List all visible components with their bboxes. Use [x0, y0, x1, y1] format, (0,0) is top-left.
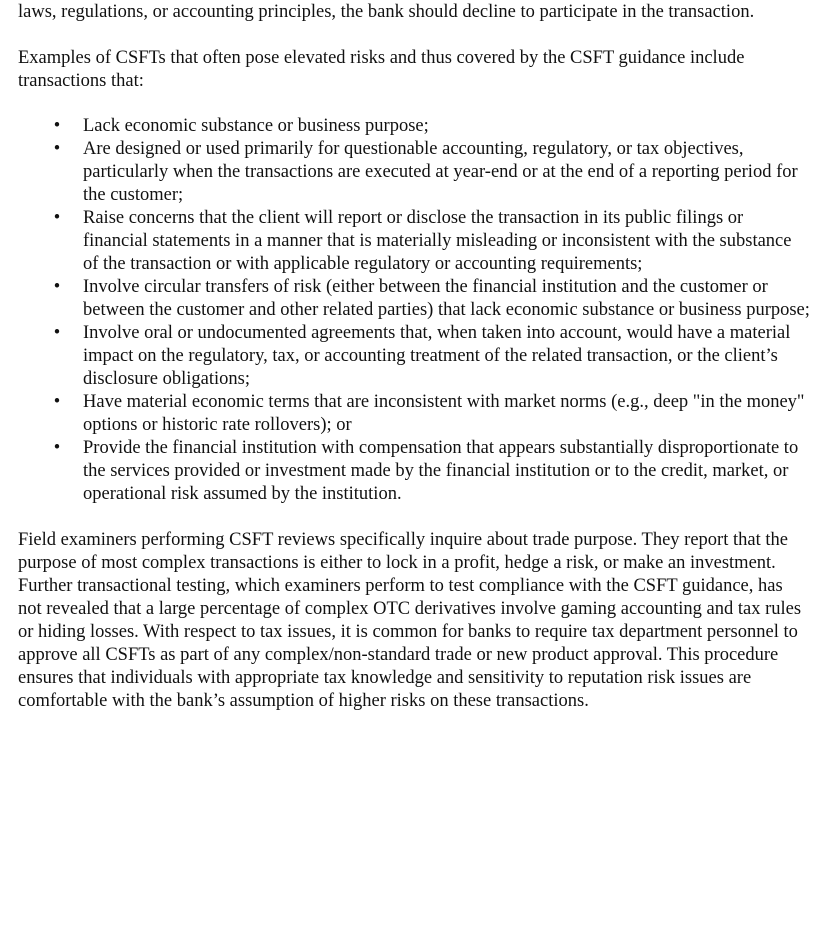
list-item [18, 207, 810, 276]
bullet-icon: • [53, 277, 61, 297]
paragraph-intro: laws, regulations, or accounting principles, the bank should decline to participate in the transaction. [18, 2, 755, 22]
document-page [18, 0, 810, 713]
bullet-icon: • [53, 139, 61, 159]
list-item-text: Involve oral or undocumented agreements that, when taken into account, would have a material impact on the regulatory, tax, or accounting treatment of the related transaction, or the client’s disclosure obligations; [83, 323, 791, 389]
list-item-text: Provide the financial institution with compensation that appears substantially disproportionate to the services provided or investment made by the financial institution or to the credit, market, or operational risk assumed by the institution. [83, 438, 799, 504]
list-item [18, 115, 810, 138]
list-item-text: Lack economic substance or business purpose; [83, 116, 429, 136]
list-item-text: Have material economic terms that are inconsistent with market norms (e.g., deep "in the money" options or historic rate rollovers); or [83, 392, 805, 435]
list-item [18, 437, 810, 506]
list-item [18, 138, 810, 207]
bullet-icon: • [53, 392, 61, 412]
list-item [18, 276, 810, 322]
bullet-list [18, 115, 810, 506]
list-item [18, 391, 810, 437]
list-item-text: Are designed or used primarily for questionable accounting, regulatory, or tax objectives, particularly when the transactions are executed at year-end or at the end of a reporting period for the customer; [83, 139, 798, 205]
bullet-icon: • [53, 116, 61, 136]
list-item-text: Involve circular transfers of risk (either between the financial institution and the customer or between the customer and other related parties) that lack economic substance or business purpose; [83, 277, 810, 320]
list-item [18, 322, 810, 391]
list-item-text: Raise concerns that the client will report or disclose the transaction in its public filings or financial statements in a manner that is materially misleading or inconsistent with the substance of the transaction or with applicable regulatory or accounting requirements; [83, 208, 792, 274]
paragraph-field-examiners: Field examiners performing CSFT reviews specifically inquire about trade purpose. They report that the purpose of most complex transactions is either to lock in a profit, hedge a risk, or make an investment. Further transactional testing, which examiners perform to test compliance with the CSFT guidance, has not revealed that a large percentage of complex OTC derivatives involve gaming accounting and tax rules or hiding losses. With respect to tax issues, it is common for banks to require tax department personnel to approve all CSFTs as part of any complex/non-standard trade or new product approval. This procedure ensures that individuals with appropriate tax knowledge and sensitivity to reputation risk issues are comfortable with the bank’s assumption of higher risks on these transactions. [18, 530, 802, 711]
bullet-icon: • [53, 208, 61, 228]
paragraph-examples: Examples of CSFTs that often pose elevated risks and thus covered by the CSFT guidance include transactions that: [18, 48, 745, 91]
bullet-icon: • [53, 323, 61, 343]
bullet-icon: • [53, 438, 61, 458]
